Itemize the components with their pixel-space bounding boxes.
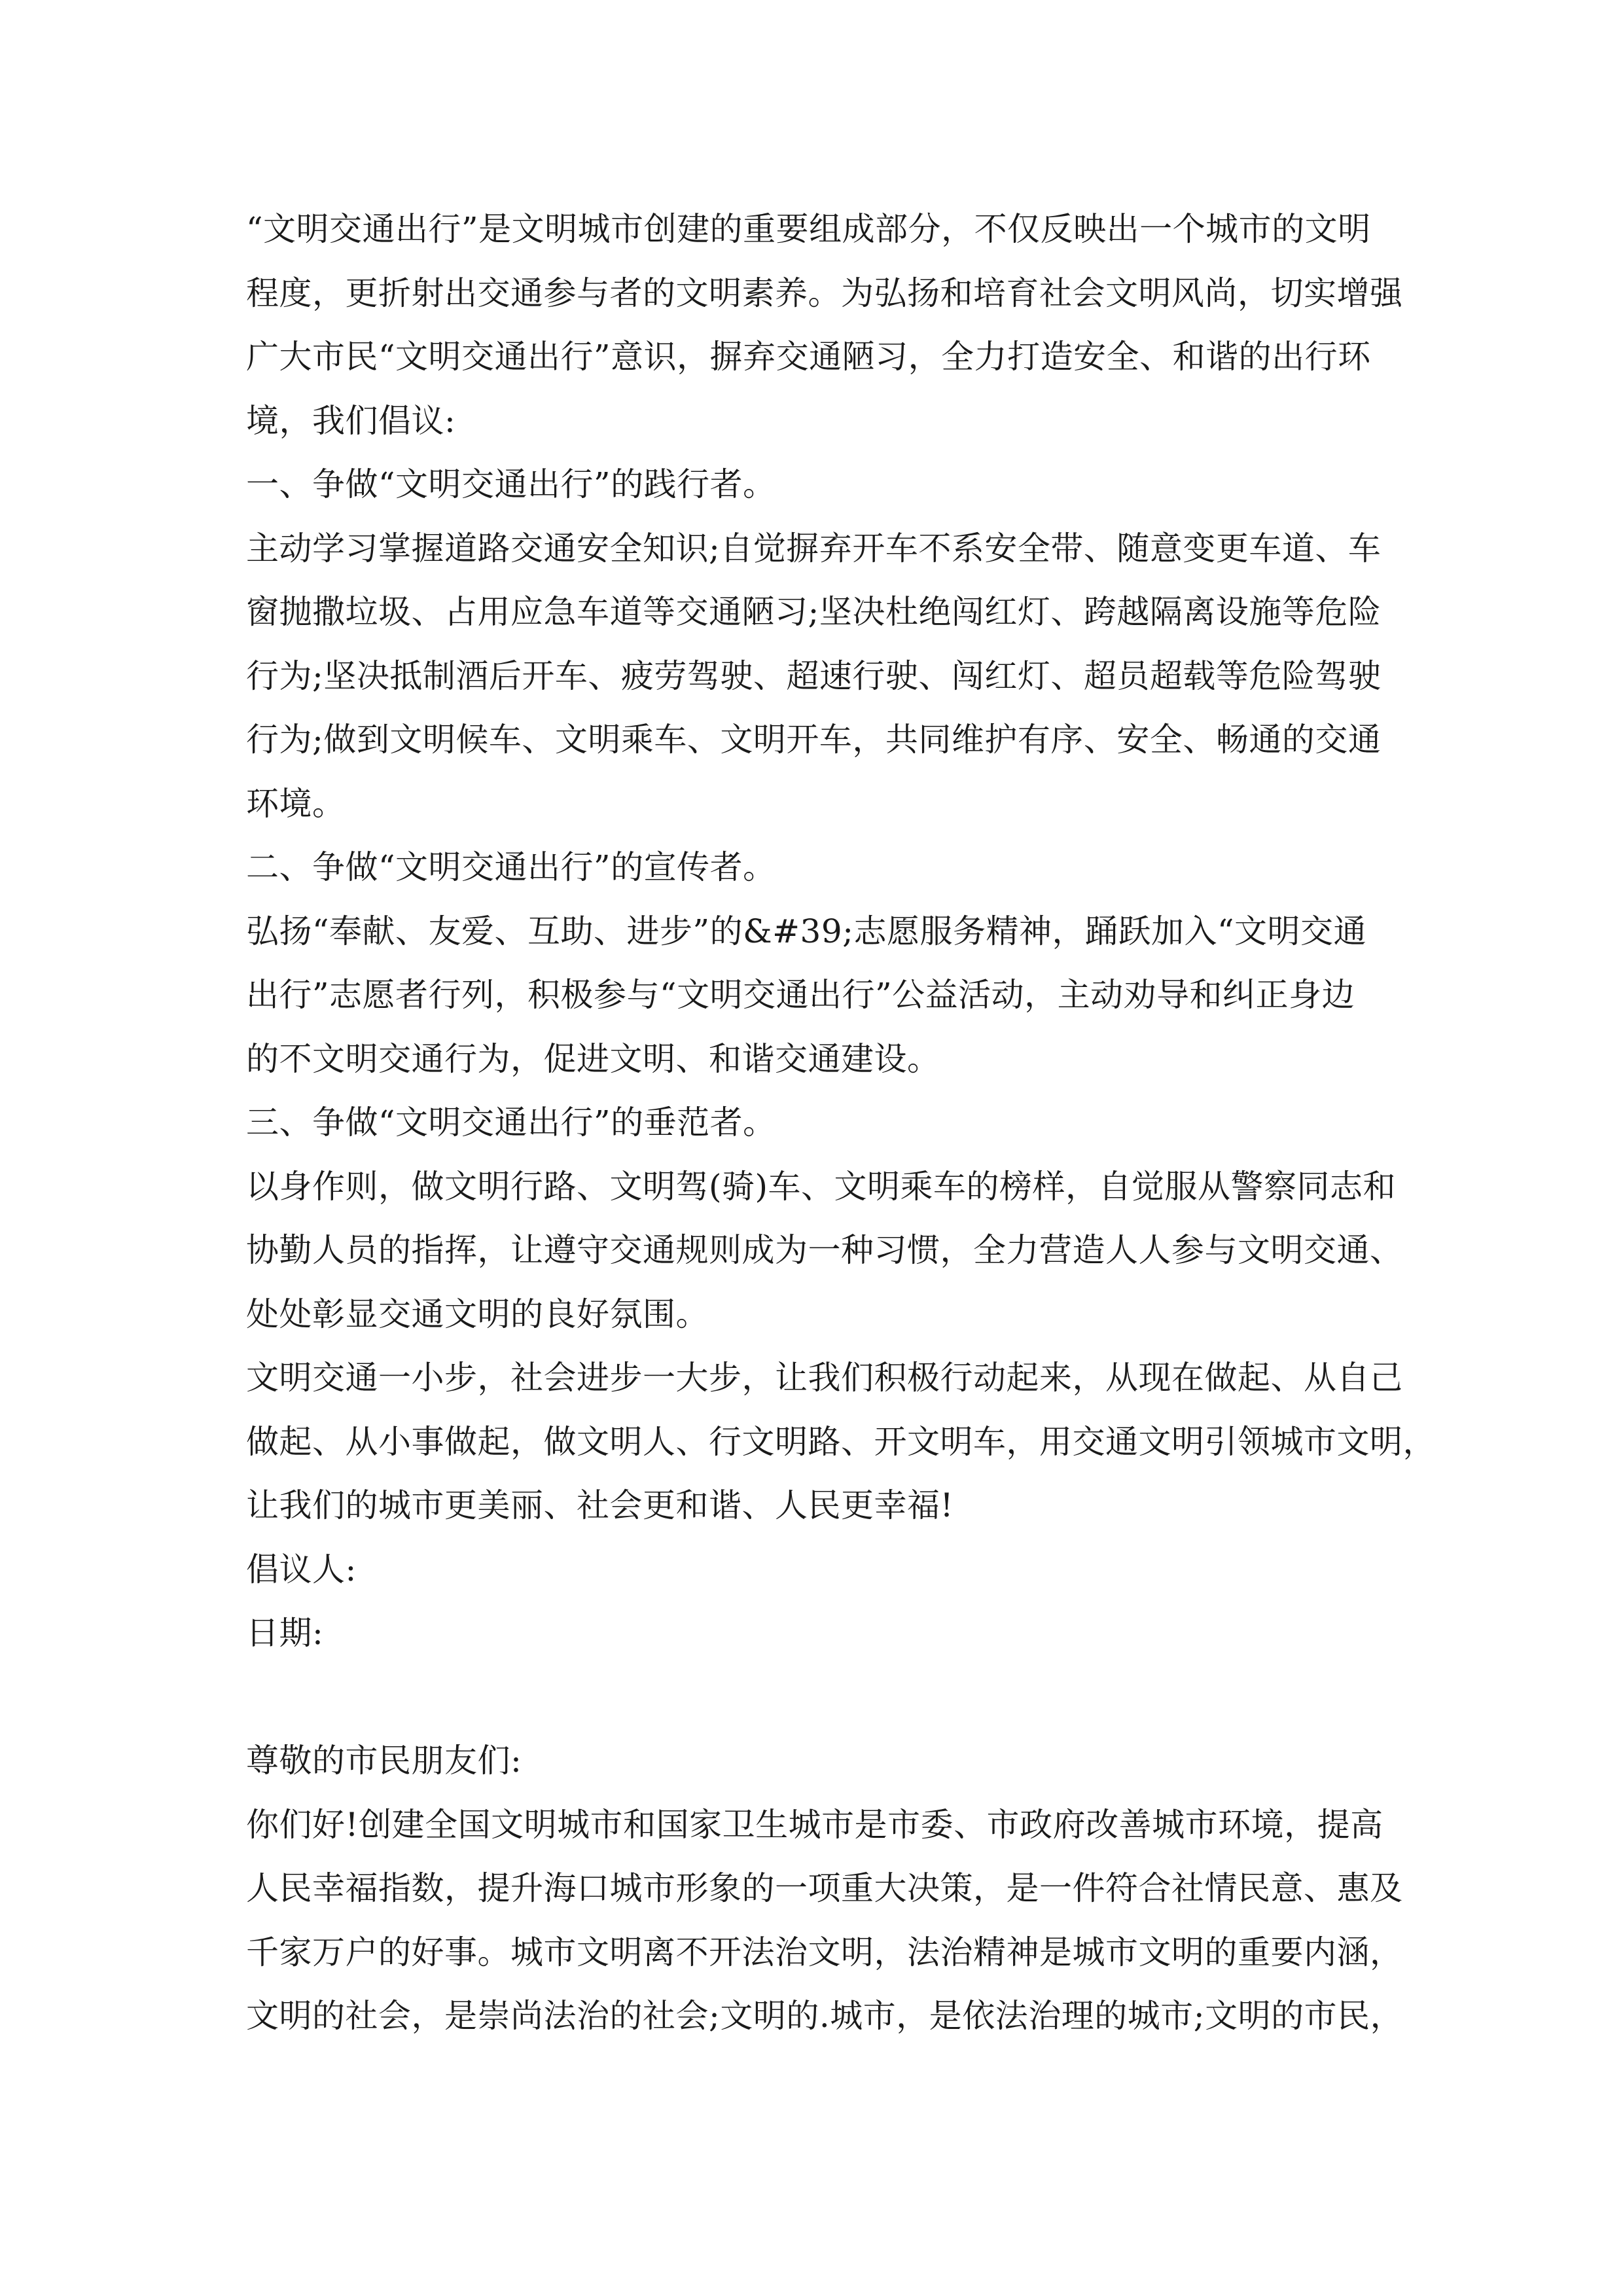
paragraph-line: 处处彰显交通文明的良好氛围。 [246, 1295, 709, 1333]
document-body [246, 198, 1436, 2049]
paragraph-line: 文明的社会，是崇尚法治的社会;文明的.城市，是依法治理的城市;文明的市民， [246, 1997, 1404, 2035]
paragraph-line: 窗抛撒垃圾、占用应急车道等交通陋习;坚决杜绝闯红灯、跨越隔离设施等危险 [246, 593, 1382, 631]
paragraph-line: 程度，更折射出交通参与者的文明素养。为弘扬和培育社会文明风尚，切实增强 [246, 274, 1403, 312]
paragraph-line: 以身作则，做文明行路、文明驾(骑)车、文明乘车的榜样，自觉服从警察同志和 [246, 1167, 1397, 1206]
paragraph-line: 行为;做到文明候车、文明乘车、文明开车，共同维护有序、安全、畅通的交通 [246, 721, 1382, 759]
paragraph-line: “文明交通出行”是文明城市创建的重要组成部分，不仅反映出一个城市的文明 [246, 210, 1371, 248]
paragraph-line: 广大市民“文明交通出行”意识，摒弃交通陋习，全力打造安全、和谐的出行环 [246, 338, 1371, 376]
section-heading: 一、争做“文明交通出行”的践行者。 [246, 465, 776, 503]
date-label: 日期: [246, 1614, 324, 1652]
paragraph-line: 你们好!创建全国文明城市和国家卫生城市是市委、市政府改善城市环境，提高 [246, 1805, 1383, 1844]
blank-line [246, 1666, 1381, 1730]
paragraph-line: 的不文明交通行为，促进文明、和谐交通建设。 [246, 1039, 940, 1078]
paragraph-line: 境，我们倡议: [246, 401, 456, 440]
paragraph-line: 让我们的城市更美丽、社会更和谐、人民更幸福! [246, 1486, 954, 1524]
paragraph-line: 出行”志愿者行列，积极参与“文明交通出行”公益活动，主动劝导和纠正身边 [246, 976, 1355, 1014]
section-heading: 三、争做“文明交通出行”的垂范者。 [246, 1103, 776, 1141]
paragraph-line: 千家万户的好事。城市文明离不开法治文明，法治精神是城市文明的重要内涵， [246, 1933, 1403, 1971]
section-heading: 二、争做“文明交通出行”的宣传者。 [246, 848, 776, 886]
paragraph-line: 环境。 [246, 784, 346, 823]
signature-label: 倡议人: [246, 1550, 357, 1588]
paragraph-line: 主动学习掌握道路交通安全知识;自觉摒弃开车不系安全带、随意变更车道、车 [246, 529, 1382, 567]
paragraph-line: 弘扬“奉献、友爱、互助、进步”的&#39;志愿服务精神，踊跃加入“文明交通 [246, 912, 1367, 950]
paragraph-line: 做起、从小事做起，做文明人、行文明路、开文明车，用交通文明引领城市文明， [246, 1422, 1436, 1461]
paragraph-line: 协勤人员的指挥，让遵守交通规则成为一种习惯，全力营造人人参与文明交通、 [246, 1231, 1403, 1269]
paragraph-line: 文明交通一小步，社会进步一大步，让我们积极行动起来，从现在做起、从自己 [246, 1359, 1403, 1397]
paragraph-line: 行为;坚决抵制酒后开车、疲劳驾驶、超速行驶、闯红灯、超员超载等危险驾驶 [246, 656, 1382, 695]
salutation: 尊敬的市民朋友们: [246, 1742, 522, 1780]
paragraph-line: 人民幸福指数，提升海口城市形象的一项重大决策，是一件符合社情民意、惠及 [246, 1869, 1403, 1907]
